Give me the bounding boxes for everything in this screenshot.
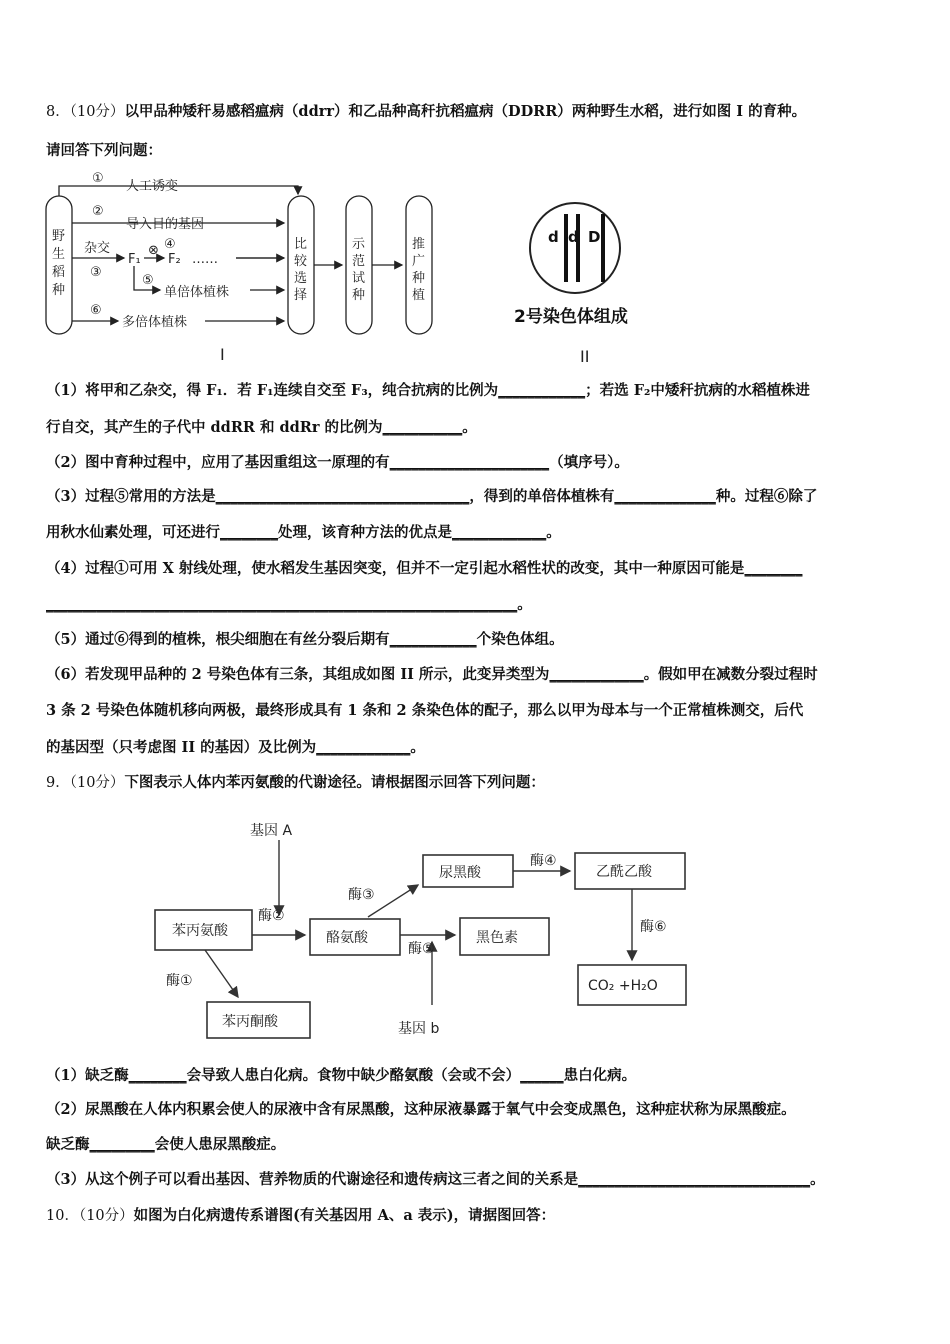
svg-text:广: 广 <box>412 254 426 269</box>
q8-s5: （5）通过⑥得到的植株，根尖细胞在有丝分裂后期有____________个染色体组。 <box>46 631 564 648</box>
q8-s3-line2: 用秋水仙素处理，可还进行________处理，该育种方法的优点是_____________。 <box>46 524 561 541</box>
q9-s2-line2: 缺乏酶_________会使人患尿黑酸症。 <box>46 1136 286 1153</box>
step2-num: ② <box>92 204 104 219</box>
gene-label-2: d <box>568 228 579 246</box>
figure-phenylalanine-pathway <box>150 815 710 1045</box>
q8-stem-2: 请回答下列问题： <box>46 142 162 159</box>
svg-text:择: 择 <box>294 288 308 303</box>
enzyme5-label: 酶⑤ <box>408 941 435 957</box>
svg-text:比: 比 <box>294 237 308 252</box>
svg-text:推: 推 <box>412 237 426 252</box>
step3-cross: 杂交 <box>84 241 111 256</box>
gene-label-3: D <box>588 228 601 246</box>
phenylpyruvic-acid-label: 苯丙酮酸 <box>222 1014 278 1030</box>
step5-label: 单倍体植株 <box>164 285 230 300</box>
q8-s1-line2: 行自交，其产生的子代中 ddRR 和 ddRr 的比例为___________。 <box>46 419 477 436</box>
wild-rice-char-3: 稻 <box>52 265 66 280</box>
step5-num: ⑤ <box>142 273 154 288</box>
svg-text:示: 示 <box>352 237 366 252</box>
wild-rice-char-2: 生 <box>52 247 66 262</box>
svg-text:较: 较 <box>294 254 308 269</box>
enzyme4-label: 酶④ <box>530 853 557 869</box>
q8-stem: 8．（10分）以甲品种矮秆易感稻瘟病（ddrr）和乙品种高秆抗稻瘟病（DDRR）两种野生水稻，进行如图 I 的育种。 <box>46 103 807 120</box>
q8-s4-line2: _________________________________________________________________。 <box>46 596 532 613</box>
svg-text:种: 种 <box>352 288 366 303</box>
homogentisic-acid-label: 尿黑酸 <box>439 865 481 881</box>
enzyme3-label: 酶③ <box>348 887 375 903</box>
figure1-caption: I <box>220 345 225 364</box>
step2-label: 导入目的基因 <box>126 217 205 232</box>
step6-num: ⑥ <box>90 303 102 318</box>
figure2-caption: II <box>580 347 590 366</box>
q8-s6-line2: 3 条 2 号染色体随机移向两极，最终形成具有 1 条和 2 条染色体的配子，那么以甲为母本与一个正常植株测交，后代 <box>46 702 804 719</box>
svg-text:范: 范 <box>352 254 366 269</box>
phenylalanine-label: 苯丙氨酸 <box>172 923 228 939</box>
q10-stem: 10．（10分）如图为白化病遗传系谱图(有关基因用 A、a 表示)，请据图回答： <box>46 1207 556 1224</box>
wild-rice-char-1: 野 <box>52 229 66 244</box>
q9-s2-line1: （2）尿黑酸在人体内积累会使人的尿液中含有尿黑酸，这种尿液暴露于氧气中会变成黑色，这种症状称为尿黑酸症。 <box>46 1101 796 1118</box>
q8-s6-line3: 的基因型（只考虑图 II 的基因）及比例为_____________。 <box>46 739 425 756</box>
f1-label: F₁ <box>128 252 141 267</box>
co2-h2o-label: CO₂ +H₂O <box>588 978 658 994</box>
enzyme6-label: 酶⑥ <box>640 919 667 935</box>
q8-s2: （2）图中育种过程中，应用了基因重组这一原理的有______________________（填序号）。 <box>46 454 629 471</box>
tyrosine-label: 酪氨酸 <box>326 930 368 946</box>
q9-stem: 9．（10分）下图表示人体内苯丙氨酸的代谢途径。请根据图示回答下列问题： <box>46 774 545 791</box>
gene-b-label: 基因 b <box>398 1021 440 1037</box>
svg-text:试: 试 <box>352 271 366 286</box>
enzyme1-label: 酶① <box>166 973 193 989</box>
figure-chromosome-composition <box>500 200 670 370</box>
svg-text:种: 种 <box>412 271 426 286</box>
wild-rice-char-4: 种 <box>52 283 66 298</box>
enzyme2-label: 酶② <box>258 908 285 924</box>
selfing-symbol: ⊗ <box>148 243 159 258</box>
svg-text:植: 植 <box>412 288 426 303</box>
step6-label: 多倍体植株 <box>122 315 188 330</box>
q9-s1: （1）缺乏酶________会导致人患白化病。食物中缺少酪氨酸（会或不会）______患白化病。 <box>46 1067 637 1084</box>
figure-breeding-flowchart <box>40 168 440 368</box>
step3-num: ③ <box>90 265 102 280</box>
step1-label: 人工诱变 <box>126 179 179 194</box>
gene-label-1: d <box>548 228 559 246</box>
figure2-title: 2号染色体组成 <box>514 307 628 327</box>
melanin-label: 黑色素 <box>476 930 518 946</box>
f2-label: F₂ <box>168 252 181 267</box>
gene-a-label: 基因 A <box>250 823 293 839</box>
svg-text:选: 选 <box>294 271 308 286</box>
q8-s4-line1: （4）过程①可用 X 射线处理，使水稻发生基因突变，但并不一定引起水稻性状的改变，其中一种原因可能是________ <box>46 560 803 577</box>
f2-dots: …… <box>192 252 218 267</box>
step1-num: ① <box>92 171 104 186</box>
q8-s6-line1: （6）若发现甲品种的 2 号染色体有三条，其组成如图 II 所示，此变异类型为_____________。假如甲在减数分裂过程时 <box>46 666 818 683</box>
q9-s3: （3）从这个例子可以看出基因、营养物质的代谢途径和遗传病这三者之间的关系是________________________________。 <box>46 1171 825 1188</box>
q8-s1-line1: （1）将甲和乙杂交，得 F₁．若 F₁连续自交至 F₃，纯合抗病的比例为____________；若选 F₂中矮秆抗病的水稻植株进 <box>46 382 810 399</box>
step4-num: ④ <box>164 237 176 252</box>
q8-s3-line1: （3）过程⑤常用的方法是___________________________________，得到的单倍体植株有______________种。过程⑥除了 <box>46 488 818 505</box>
acetoacetic-acid-label: 乙酰乙酸 <box>596 864 652 880</box>
